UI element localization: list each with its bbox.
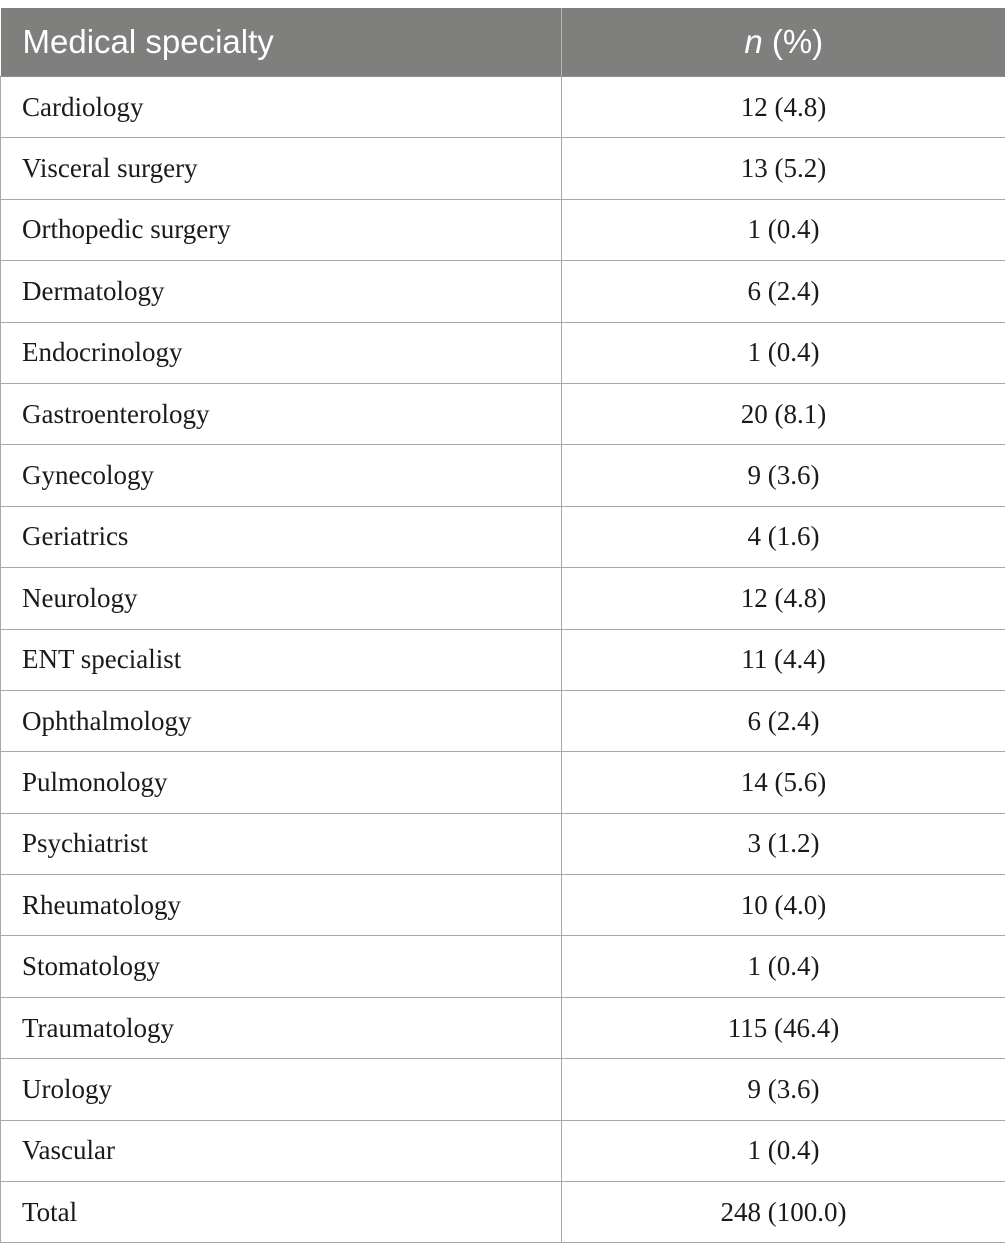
specialty-table-container [0,8,1005,1243]
specialty-cell: Psychiatrist [1,813,562,874]
count-cell: 1 (0.4) [562,322,1005,383]
count-cell: 13 (5.2) [562,138,1005,199]
count-cell: 115 (46.4) [562,997,1005,1058]
count-cell: 9 (3.6) [562,445,1005,506]
table-body [1,77,1005,1243]
count-cell: 12 (4.8) [562,77,1005,138]
specialty-cell: Orthopedic surgery [1,199,562,260]
header-row [1,8,1005,77]
specialty-cell: Cardiology [1,77,562,138]
table-row [1,997,1005,1058]
specialty-cell: Ophthalmology [1,690,562,751]
total-count-cell: 248 (100.0) [562,1182,1005,1243]
specialty-cell: Traumatology [1,997,562,1058]
specialty-cell: Dermatology [1,261,562,322]
header-medical-specialty: Medical specialty [1,8,562,77]
specialty-cell: Endocrinology [1,322,562,383]
specialty-cell: Stomatology [1,936,562,997]
specialty-cell: Gastroenterology [1,383,562,444]
table-row [1,506,1005,567]
table-row [1,138,1005,199]
count-cell: 1 (0.4) [562,199,1005,260]
specialty-cell: Geriatrics [1,506,562,567]
specialty-cell: ENT specialist [1,629,562,690]
table-row [1,813,1005,874]
count-cell: 6 (2.4) [562,690,1005,751]
header-n-label: n [744,23,763,60]
table-row [1,936,1005,997]
total-row [1,1182,1005,1243]
table-row [1,77,1005,138]
specialty-cell: Urology [1,1059,562,1120]
table-row [1,629,1005,690]
table-row [1,383,1005,444]
count-cell: 3 (1.2) [562,813,1005,874]
table-row [1,1059,1005,1120]
count-cell: 10 (4.0) [562,875,1005,936]
count-cell: 1 (0.4) [562,936,1005,997]
count-cell: 4 (1.6) [562,506,1005,567]
table-row [1,1120,1005,1181]
table-row [1,322,1005,383]
specialty-cell: Neurology [1,568,562,629]
count-cell: 14 (5.6) [562,752,1005,813]
table-row [1,568,1005,629]
table-row [1,445,1005,506]
specialty-cell: Pulmonology [1,752,562,813]
count-cell: 20 (8.1) [562,383,1005,444]
table-header [1,8,1005,77]
table-row [1,690,1005,751]
specialty-cell: Gynecology [1,445,562,506]
header-percent-label: (%) [762,23,824,60]
specialty-cell: Visceral surgery [1,138,562,199]
table-row [1,875,1005,936]
table-row [1,199,1005,260]
total-label-cell: Total [1,1182,562,1243]
count-cell: 1 (0.4) [562,1120,1005,1181]
count-cell: 12 (4.8) [562,568,1005,629]
specialty-table [0,8,1005,1243]
specialty-cell: Vascular [1,1120,562,1181]
table-row [1,752,1005,813]
specialty-cell: Rheumatology [1,875,562,936]
count-cell: 6 (2.4) [562,261,1005,322]
count-cell: 11 (4.4) [562,629,1005,690]
table-row [1,261,1005,322]
count-cell: 9 (3.6) [562,1059,1005,1120]
header-n-percent [562,8,1005,77]
